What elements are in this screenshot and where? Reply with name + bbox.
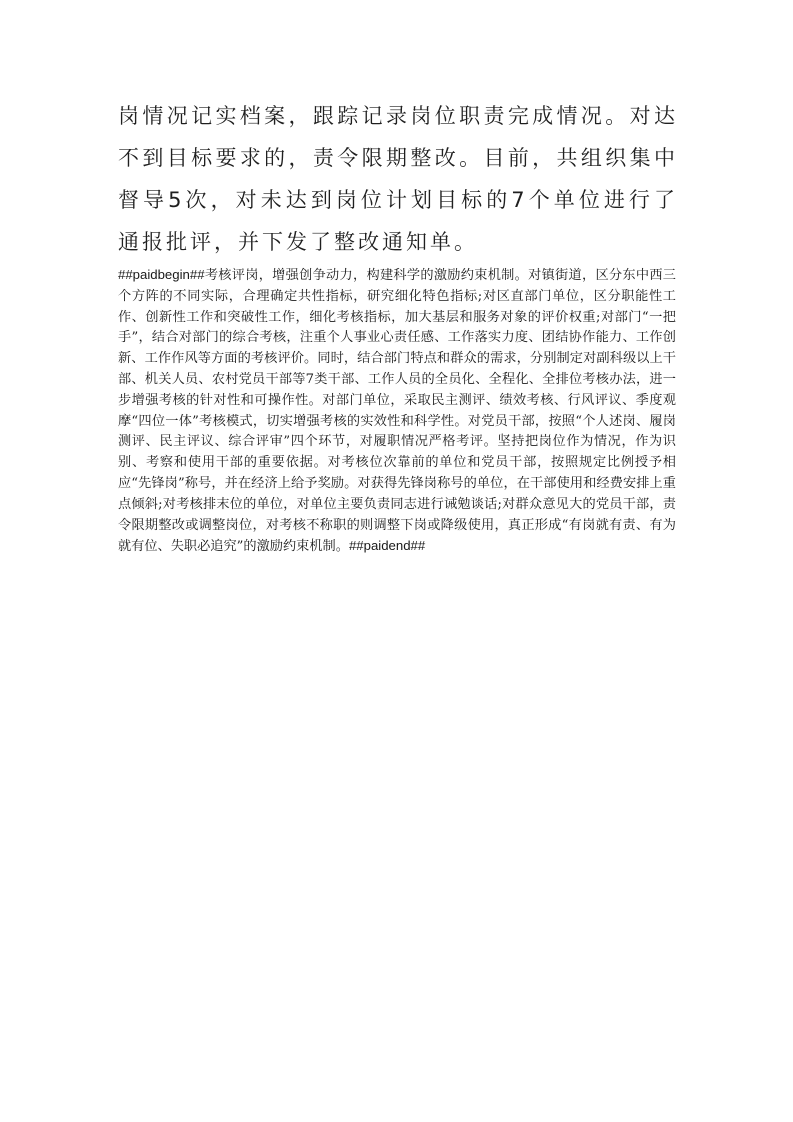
paid-end-marker: ##paidend## bbox=[348, 538, 426, 554]
continued-paragraph: 岗情况记实档案，跟踪记录岗位职责完成情况。对达不到目标要求的，责令限期整改。目前，共组织集中督导5次，对未达到岗位计划目标的7个单位进行了通报批评，并下发了整改通知单。 bbox=[118, 104, 678, 254]
paid-begin-marker: ##paidbegin## bbox=[118, 267, 205, 282]
paid-section-paragraph bbox=[118, 265, 676, 558]
paid-paragraph-text: 考核评岗，增强创争动力，构建科学的激励约束机制。对镇街道，区分东中西三个方阵的不同实际，合理确定共性指标，研究细化特色指标;对区直部门单位，区分职能性工作、创新性工作和突破性工作，细化考核指标，加大基层和服务对象的评价权重;对部门“一把手”，结合对部门的综合考核，注重个人事业心责任感、工作落实力度、团结协作能力、工作创新、工作作风等方面的考核评价。同时，结合部门特点和群众的需求，分别制定对副科级以上干部、机关人员、农村党员干部等7类干部、工作人员的全员化、全程化、全排位考核办法，进一步增强考核的针对性和可操作性。对部门单位，采取民主测评、绩效考核、行风评议、季度观摩“四位一体”考核模式，切实增强考核的实效性和科学性。对党员干部，按照“个人述岗、履岗测评、民主评议、综合评审”四个环节，对履职情况严格考评。坚持把岗位作为情况，作为识别、考察和使用干部的重要依据。对考核位次靠前的单位和党员干部，按照规定比例授予相应“先锋岗”称号，并在经济上给予奖励。对获得先锋岗称号的单位，在干部使用和经费安排上重点倾斜;对考核排末位的单位，对单位主要负责同志进行诫勉谈话;对群众意见大的党员干部，责令限期整改或调整岗位，对考核不称职的则调整下岗或降级使用，真正形成“有岗就有责、有为就有位、失职必追究”的激励约束机制。 bbox=[118, 268, 676, 555]
